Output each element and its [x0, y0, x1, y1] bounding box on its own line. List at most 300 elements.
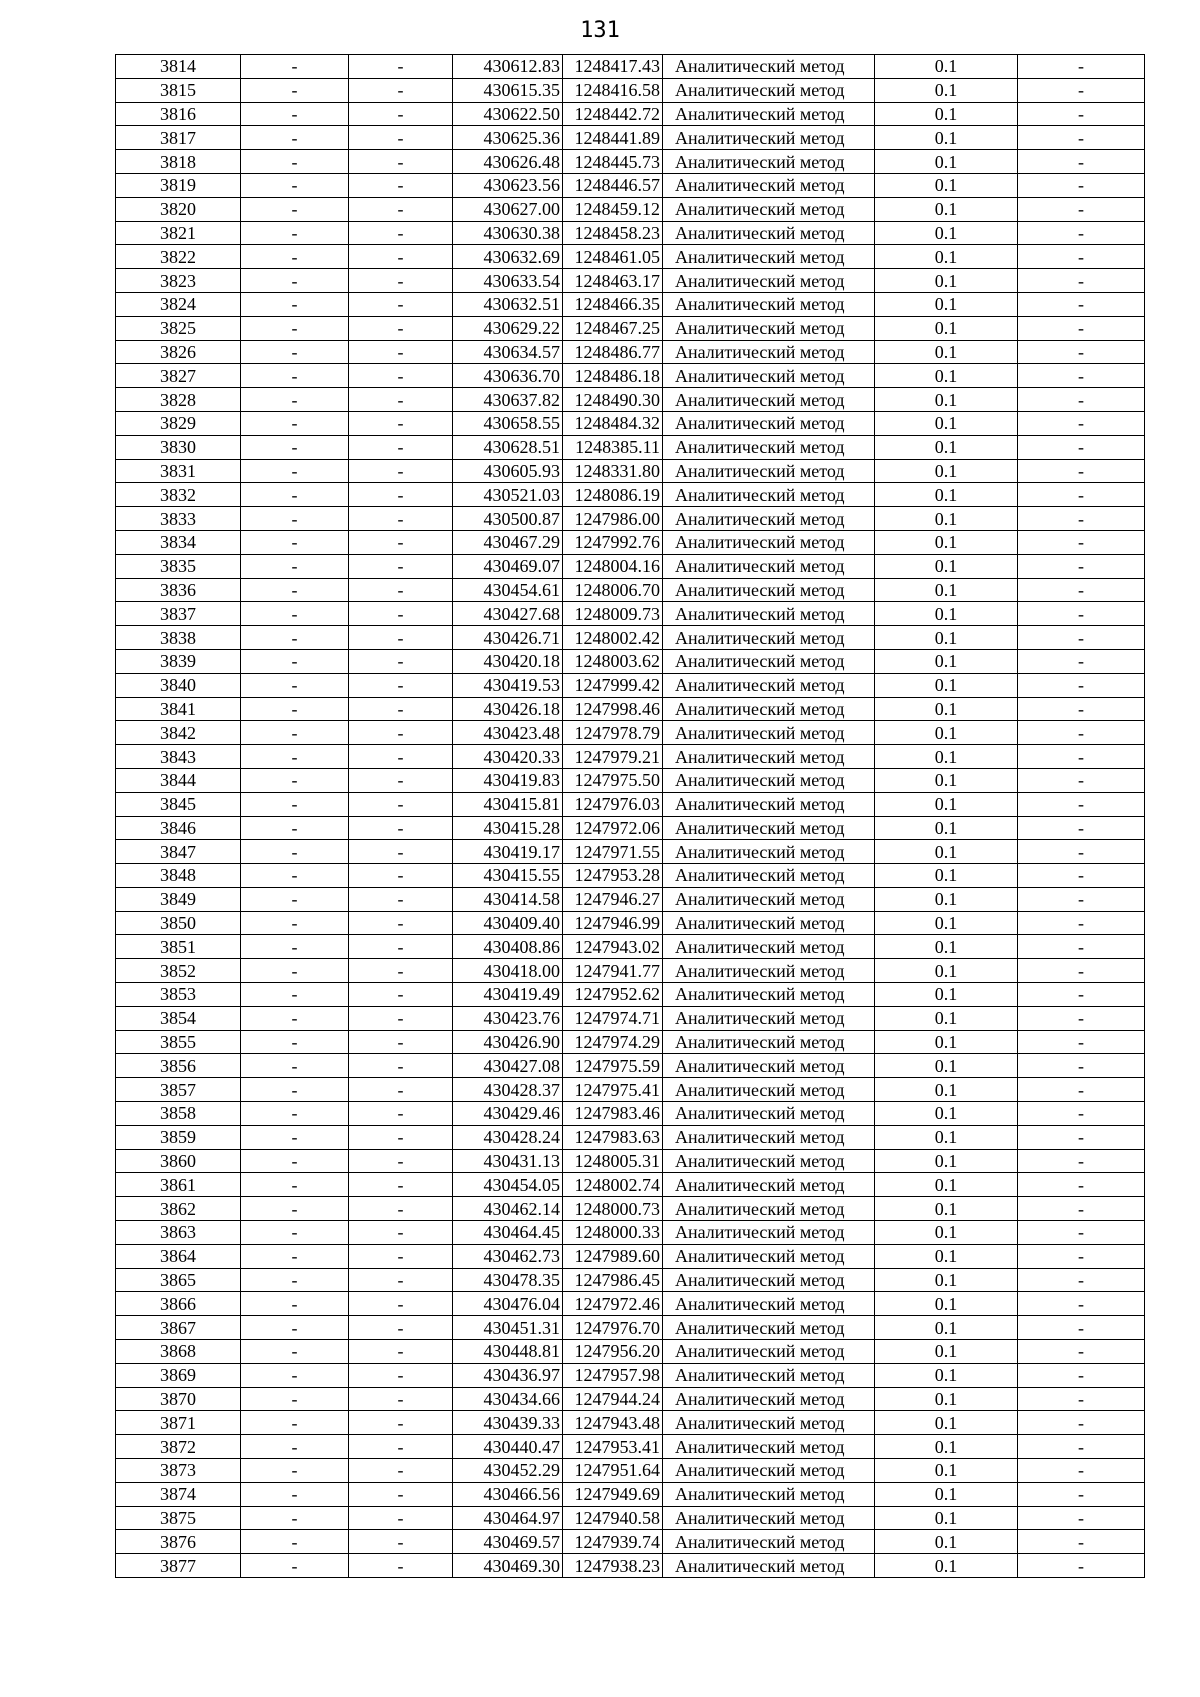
point-number-cell: 3873 — [116, 1459, 241, 1483]
accuracy-cell: 0.1 — [875, 840, 1018, 864]
accuracy-cell: 0.1 — [875, 1102, 1018, 1126]
table-row — [116, 173, 1145, 197]
point-number-cell: 3841 — [116, 697, 241, 721]
x-coordinate-cell: 430658.55 — [453, 411, 563, 435]
y-coordinate-cell: 1247951.64 — [563, 1459, 663, 1483]
method-cell: Аналитический метод — [663, 173, 875, 197]
table-row — [116, 840, 1145, 864]
x-coordinate-cell: 430426.18 — [453, 697, 563, 721]
accuracy-cell: 0.1 — [875, 1530, 1018, 1554]
y-coordinate-cell: 1248486.18 — [563, 364, 663, 388]
accuracy-cell: 0.1 — [875, 269, 1018, 293]
method-cell: Аналитический метод — [663, 1435, 875, 1459]
empty-cell: - — [241, 602, 349, 626]
empty-cell: - — [241, 935, 349, 959]
empty-cell: - — [349, 1530, 453, 1554]
point-number-cell: 3876 — [116, 1530, 241, 1554]
point-number-cell: 3843 — [116, 745, 241, 769]
table-row — [116, 78, 1145, 102]
note-cell: - — [1018, 1149, 1145, 1173]
empty-cell: - — [241, 1387, 349, 1411]
method-cell: Аналитический метод — [663, 1030, 875, 1054]
accuracy-cell: 0.1 — [875, 1482, 1018, 1506]
point-number-cell: 3860 — [116, 1149, 241, 1173]
point-number-cell: 3830 — [116, 435, 241, 459]
empty-cell: - — [241, 1125, 349, 1149]
point-number-cell: 3875 — [116, 1506, 241, 1530]
method-cell: Аналитический метод — [663, 1316, 875, 1340]
empty-cell: - — [349, 1435, 453, 1459]
point-number-cell: 3862 — [116, 1197, 241, 1221]
x-coordinate-cell: 430626.48 — [453, 150, 563, 174]
method-cell: Аналитический метод — [663, 840, 875, 864]
point-number-cell: 3872 — [116, 1435, 241, 1459]
empty-cell: - — [349, 864, 453, 888]
method-cell: Аналитический метод — [663, 221, 875, 245]
table-row — [116, 649, 1145, 673]
point-number-cell: 3824 — [116, 292, 241, 316]
empty-cell: - — [241, 649, 349, 673]
empty-cell: - — [349, 1506, 453, 1530]
y-coordinate-cell: 1247983.63 — [563, 1125, 663, 1149]
note-cell: - — [1018, 1173, 1145, 1197]
method-cell: Аналитический метод — [663, 697, 875, 721]
method-cell: Аналитический метод — [663, 1078, 875, 1102]
note-cell: - — [1018, 221, 1145, 245]
empty-cell: - — [349, 626, 453, 650]
accuracy-cell: 0.1 — [875, 1268, 1018, 1292]
x-coordinate-cell: 430439.33 — [453, 1411, 563, 1435]
table-row — [116, 530, 1145, 554]
x-coordinate-cell: 430629.22 — [453, 316, 563, 340]
empty-cell: - — [349, 197, 453, 221]
note-cell: - — [1018, 316, 1145, 340]
method-cell: Аналитический метод — [663, 1054, 875, 1078]
table-row — [116, 221, 1145, 245]
table-row — [116, 626, 1145, 650]
empty-cell: - — [349, 173, 453, 197]
y-coordinate-cell: 1247943.48 — [563, 1411, 663, 1435]
method-cell: Аналитический метод — [663, 721, 875, 745]
empty-cell: - — [349, 816, 453, 840]
method-cell: Аналитический метод — [663, 1459, 875, 1483]
note-cell: - — [1018, 1006, 1145, 1030]
empty-cell: - — [241, 1292, 349, 1316]
empty-cell: - — [241, 792, 349, 816]
note-cell: - — [1018, 649, 1145, 673]
empty-cell: - — [349, 792, 453, 816]
method-cell: Аналитический метод — [663, 1244, 875, 1268]
empty-cell: - — [241, 864, 349, 888]
method-cell: Аналитический метод — [663, 1482, 875, 1506]
empty-cell: - — [241, 364, 349, 388]
empty-cell: - — [349, 1125, 453, 1149]
point-number-cell: 3864 — [116, 1244, 241, 1268]
note-cell: - — [1018, 483, 1145, 507]
y-coordinate-cell: 1248385.11 — [563, 435, 663, 459]
point-number-cell: 3856 — [116, 1054, 241, 1078]
empty-cell: - — [241, 1316, 349, 1340]
empty-cell: - — [241, 1149, 349, 1173]
empty-cell: - — [349, 530, 453, 554]
x-coordinate-cell: 430415.81 — [453, 792, 563, 816]
method-cell: Аналитический метод — [663, 507, 875, 531]
empty-cell: - — [349, 1554, 453, 1578]
empty-cell: - — [349, 1054, 453, 1078]
empty-cell: - — [241, 245, 349, 269]
method-cell: Аналитический метод — [663, 483, 875, 507]
x-coordinate-cell: 430632.51 — [453, 292, 563, 316]
x-coordinate-cell: 430469.57 — [453, 1530, 563, 1554]
point-number-cell: 3871 — [116, 1411, 241, 1435]
y-coordinate-cell: 1247986.00 — [563, 507, 663, 531]
empty-cell: - — [349, 245, 453, 269]
note-cell: - — [1018, 364, 1145, 388]
accuracy-cell: 0.1 — [875, 554, 1018, 578]
empty-cell: - — [349, 911, 453, 935]
note-cell: - — [1018, 1387, 1145, 1411]
empty-cell: - — [241, 1173, 349, 1197]
accuracy-cell: 0.1 — [875, 55, 1018, 79]
method-cell: Аналитический метод — [663, 959, 875, 983]
method-cell: Аналитический метод — [663, 887, 875, 911]
accuracy-cell: 0.1 — [875, 649, 1018, 673]
empty-cell: - — [241, 483, 349, 507]
note-cell: - — [1018, 983, 1145, 1007]
table-row — [116, 1149, 1145, 1173]
point-number-cell: 3859 — [116, 1125, 241, 1149]
empty-cell: - — [349, 316, 453, 340]
y-coordinate-cell: 1248006.70 — [563, 578, 663, 602]
table-row — [116, 1102, 1145, 1126]
note-cell: - — [1018, 1244, 1145, 1268]
accuracy-cell: 0.1 — [875, 483, 1018, 507]
empty-cell: - — [241, 55, 349, 79]
table-row — [116, 459, 1145, 483]
table-row — [116, 483, 1145, 507]
note-cell: - — [1018, 1054, 1145, 1078]
empty-cell: - — [241, 221, 349, 245]
method-cell: Аналитический метод — [663, 1554, 875, 1578]
accuracy-cell: 0.1 — [875, 1149, 1018, 1173]
point-number-cell: 3823 — [116, 269, 241, 293]
coordinates-table — [115, 54, 1145, 1578]
empty-cell: - — [241, 1482, 349, 1506]
x-coordinate-cell: 430418.00 — [453, 959, 563, 983]
empty-cell: - — [349, 1149, 453, 1173]
y-coordinate-cell: 1248461.05 — [563, 245, 663, 269]
accuracy-cell: 0.1 — [875, 745, 1018, 769]
y-coordinate-cell: 1247972.46 — [563, 1292, 663, 1316]
table-row — [116, 1316, 1145, 1340]
y-coordinate-cell: 1247976.03 — [563, 792, 663, 816]
table-row — [116, 435, 1145, 459]
x-coordinate-cell: 430454.05 — [453, 1173, 563, 1197]
x-coordinate-cell: 430451.31 — [453, 1316, 563, 1340]
note-cell: - — [1018, 673, 1145, 697]
empty-cell: - — [241, 1006, 349, 1030]
note-cell: - — [1018, 959, 1145, 983]
empty-cell: - — [241, 1554, 349, 1578]
empty-cell: - — [241, 673, 349, 697]
y-coordinate-cell: 1248000.73 — [563, 1197, 663, 1221]
accuracy-cell: 0.1 — [875, 364, 1018, 388]
empty-cell: - — [349, 1268, 453, 1292]
note-cell: - — [1018, 626, 1145, 650]
note-cell: - — [1018, 935, 1145, 959]
table-row — [116, 1459, 1145, 1483]
point-number-cell: 3866 — [116, 1292, 241, 1316]
empty-cell: - — [349, 459, 453, 483]
table-row — [116, 1411, 1145, 1435]
note-cell: - — [1018, 1292, 1145, 1316]
point-number-cell: 3854 — [116, 1006, 241, 1030]
accuracy-cell: 0.1 — [875, 864, 1018, 888]
note-cell: - — [1018, 1102, 1145, 1126]
accuracy-cell: 0.1 — [875, 1316, 1018, 1340]
table-row — [116, 697, 1145, 721]
point-number-cell: 3863 — [116, 1221, 241, 1245]
point-number-cell: 3867 — [116, 1316, 241, 1340]
empty-cell: - — [349, 1197, 453, 1221]
note-cell: - — [1018, 126, 1145, 150]
point-number-cell: 3848 — [116, 864, 241, 888]
x-coordinate-cell: 430467.29 — [453, 530, 563, 554]
y-coordinate-cell: 1247941.77 — [563, 959, 663, 983]
table-body — [116, 55, 1145, 1578]
point-number-cell: 3858 — [116, 1102, 241, 1126]
table-row — [116, 1482, 1145, 1506]
empty-cell: - — [241, 1363, 349, 1387]
empty-cell: - — [349, 150, 453, 174]
empty-cell: - — [349, 1411, 453, 1435]
y-coordinate-cell: 1247957.98 — [563, 1363, 663, 1387]
point-number-cell: 3814 — [116, 55, 241, 79]
y-coordinate-cell: 1248446.57 — [563, 173, 663, 197]
table-row — [116, 768, 1145, 792]
x-coordinate-cell: 430464.45 — [453, 1221, 563, 1245]
note-cell: - — [1018, 269, 1145, 293]
empty-cell: - — [349, 1316, 453, 1340]
empty-cell: - — [349, 1387, 453, 1411]
accuracy-cell: 0.1 — [875, 816, 1018, 840]
empty-cell: - — [241, 1530, 349, 1554]
y-coordinate-cell: 1248003.62 — [563, 649, 663, 673]
empty-cell: - — [349, 649, 453, 673]
table-row — [116, 959, 1145, 983]
point-number-cell: 3819 — [116, 173, 241, 197]
x-coordinate-cell: 430426.71 — [453, 626, 563, 650]
y-coordinate-cell: 1247938.23 — [563, 1554, 663, 1578]
empty-cell: - — [241, 78, 349, 102]
accuracy-cell: 0.1 — [875, 1387, 1018, 1411]
x-coordinate-cell: 430605.93 — [453, 459, 563, 483]
x-coordinate-cell: 430469.30 — [453, 1554, 563, 1578]
empty-cell: - — [349, 78, 453, 102]
table-row — [116, 1292, 1145, 1316]
point-number-cell: 3870 — [116, 1387, 241, 1411]
point-number-cell: 3840 — [116, 673, 241, 697]
y-coordinate-cell: 1248331.80 — [563, 459, 663, 483]
method-cell: Аналитический метод — [663, 1173, 875, 1197]
method-cell: Аналитический метод — [663, 150, 875, 174]
x-coordinate-cell: 430419.53 — [453, 673, 563, 697]
x-coordinate-cell: 430625.36 — [453, 126, 563, 150]
accuracy-cell: 0.1 — [875, 1173, 1018, 1197]
method-cell: Аналитический метод — [663, 1149, 875, 1173]
empty-cell: - — [349, 1482, 453, 1506]
y-coordinate-cell: 1248000.33 — [563, 1221, 663, 1245]
x-coordinate-cell: 430630.38 — [453, 221, 563, 245]
note-cell: - — [1018, 554, 1145, 578]
point-number-cell: 3835 — [116, 554, 241, 578]
point-number-cell: 3836 — [116, 578, 241, 602]
method-cell: Аналитический метод — [663, 911, 875, 935]
accuracy-cell: 0.1 — [875, 459, 1018, 483]
note-cell: - — [1018, 1459, 1145, 1483]
accuracy-cell: 0.1 — [875, 1221, 1018, 1245]
empty-cell: - — [241, 411, 349, 435]
empty-cell: - — [349, 578, 453, 602]
accuracy-cell: 0.1 — [875, 959, 1018, 983]
empty-cell: - — [241, 316, 349, 340]
y-coordinate-cell: 1247949.69 — [563, 1482, 663, 1506]
empty-cell: - — [241, 1244, 349, 1268]
y-coordinate-cell: 1247952.62 — [563, 983, 663, 1007]
x-coordinate-cell: 430415.28 — [453, 816, 563, 840]
y-coordinate-cell: 1248417.43 — [563, 55, 663, 79]
accuracy-cell: 0.1 — [875, 292, 1018, 316]
point-number-cell: 3855 — [116, 1030, 241, 1054]
y-coordinate-cell: 1248445.73 — [563, 150, 663, 174]
empty-cell: - — [349, 602, 453, 626]
method-cell: Аналитический метод — [663, 1268, 875, 1292]
empty-cell: - — [241, 459, 349, 483]
table-row — [116, 911, 1145, 935]
x-coordinate-cell: 430627.00 — [453, 197, 563, 221]
table-row — [116, 340, 1145, 364]
note-cell: - — [1018, 150, 1145, 174]
empty-cell: - — [349, 269, 453, 293]
empty-cell: - — [241, 197, 349, 221]
empty-cell: - — [349, 983, 453, 1007]
table-row — [116, 721, 1145, 745]
empty-cell: - — [349, 507, 453, 531]
y-coordinate-cell: 1247944.24 — [563, 1387, 663, 1411]
x-coordinate-cell: 430500.87 — [453, 507, 563, 531]
accuracy-cell: 0.1 — [875, 1554, 1018, 1578]
note-cell: - — [1018, 578, 1145, 602]
y-coordinate-cell: 1247998.46 — [563, 697, 663, 721]
x-coordinate-cell: 430478.35 — [453, 1268, 563, 1292]
note-cell: - — [1018, 768, 1145, 792]
x-coordinate-cell: 430622.50 — [453, 102, 563, 126]
method-cell: Аналитический метод — [663, 768, 875, 792]
point-number-cell: 3857 — [116, 1078, 241, 1102]
accuracy-cell: 0.1 — [875, 1411, 1018, 1435]
y-coordinate-cell: 1247974.29 — [563, 1030, 663, 1054]
table-row — [116, 102, 1145, 126]
accuracy-cell: 0.1 — [875, 1244, 1018, 1268]
x-coordinate-cell: 430428.24 — [453, 1125, 563, 1149]
method-cell: Аналитический метод — [663, 1363, 875, 1387]
table-row — [116, 364, 1145, 388]
note-cell: - — [1018, 1554, 1145, 1578]
point-number-cell: 3839 — [116, 649, 241, 673]
x-coordinate-cell: 430521.03 — [453, 483, 563, 507]
y-coordinate-cell: 1247974.71 — [563, 1006, 663, 1030]
note-cell: - — [1018, 459, 1145, 483]
x-coordinate-cell: 430628.51 — [453, 435, 563, 459]
y-coordinate-cell: 1248002.42 — [563, 626, 663, 650]
y-coordinate-cell: 1247940.58 — [563, 1506, 663, 1530]
empty-cell: - — [349, 340, 453, 364]
x-coordinate-cell: 430476.04 — [453, 1292, 563, 1316]
empty-cell: - — [349, 364, 453, 388]
point-number-cell: 3869 — [116, 1363, 241, 1387]
note-cell: - — [1018, 197, 1145, 221]
empty-cell: - — [349, 959, 453, 983]
accuracy-cell: 0.1 — [875, 887, 1018, 911]
table-row — [116, 1221, 1145, 1245]
empty-cell: - — [241, 150, 349, 174]
method-cell: Аналитический метод — [663, 1292, 875, 1316]
empty-cell: - — [349, 554, 453, 578]
note-cell: - — [1018, 697, 1145, 721]
accuracy-cell: 0.1 — [875, 1292, 1018, 1316]
method-cell: Аналитический метод — [663, 435, 875, 459]
accuracy-cell: 0.1 — [875, 1125, 1018, 1149]
table-row — [116, 887, 1145, 911]
empty-cell: - — [349, 1102, 453, 1126]
empty-cell: - — [349, 721, 453, 745]
note-cell: - — [1018, 792, 1145, 816]
table-row — [116, 1506, 1145, 1530]
table-row — [116, 1363, 1145, 1387]
note-cell: - — [1018, 1411, 1145, 1435]
empty-cell: - — [349, 388, 453, 412]
table-row — [116, 388, 1145, 412]
accuracy-cell: 0.1 — [875, 1459, 1018, 1483]
empty-cell: - — [241, 1268, 349, 1292]
accuracy-cell: 0.1 — [875, 126, 1018, 150]
y-coordinate-cell: 1248490.30 — [563, 388, 663, 412]
x-coordinate-cell: 430636.70 — [453, 364, 563, 388]
empty-cell: - — [349, 1030, 453, 1054]
accuracy-cell: 0.1 — [875, 435, 1018, 459]
empty-cell: - — [349, 1363, 453, 1387]
empty-cell: - — [349, 697, 453, 721]
x-coordinate-cell: 430419.49 — [453, 983, 563, 1007]
accuracy-cell: 0.1 — [875, 1435, 1018, 1459]
method-cell: Аналитический метод — [663, 459, 875, 483]
empty-cell: - — [241, 340, 349, 364]
note-cell: - — [1018, 173, 1145, 197]
point-number-cell: 3845 — [116, 792, 241, 816]
note-cell: - — [1018, 602, 1145, 626]
point-number-cell: 3844 — [116, 768, 241, 792]
method-cell: Аналитический метод — [663, 411, 875, 435]
method-cell: Аналитический метод — [663, 1506, 875, 1530]
table-row — [116, 150, 1145, 174]
empty-cell: - — [349, 1078, 453, 1102]
accuracy-cell: 0.1 — [875, 697, 1018, 721]
empty-cell: - — [349, 745, 453, 769]
accuracy-cell: 0.1 — [875, 1340, 1018, 1364]
method-cell: Аналитический метод — [663, 1006, 875, 1030]
point-number-cell: 3833 — [116, 507, 241, 531]
empty-cell: - — [241, 435, 349, 459]
